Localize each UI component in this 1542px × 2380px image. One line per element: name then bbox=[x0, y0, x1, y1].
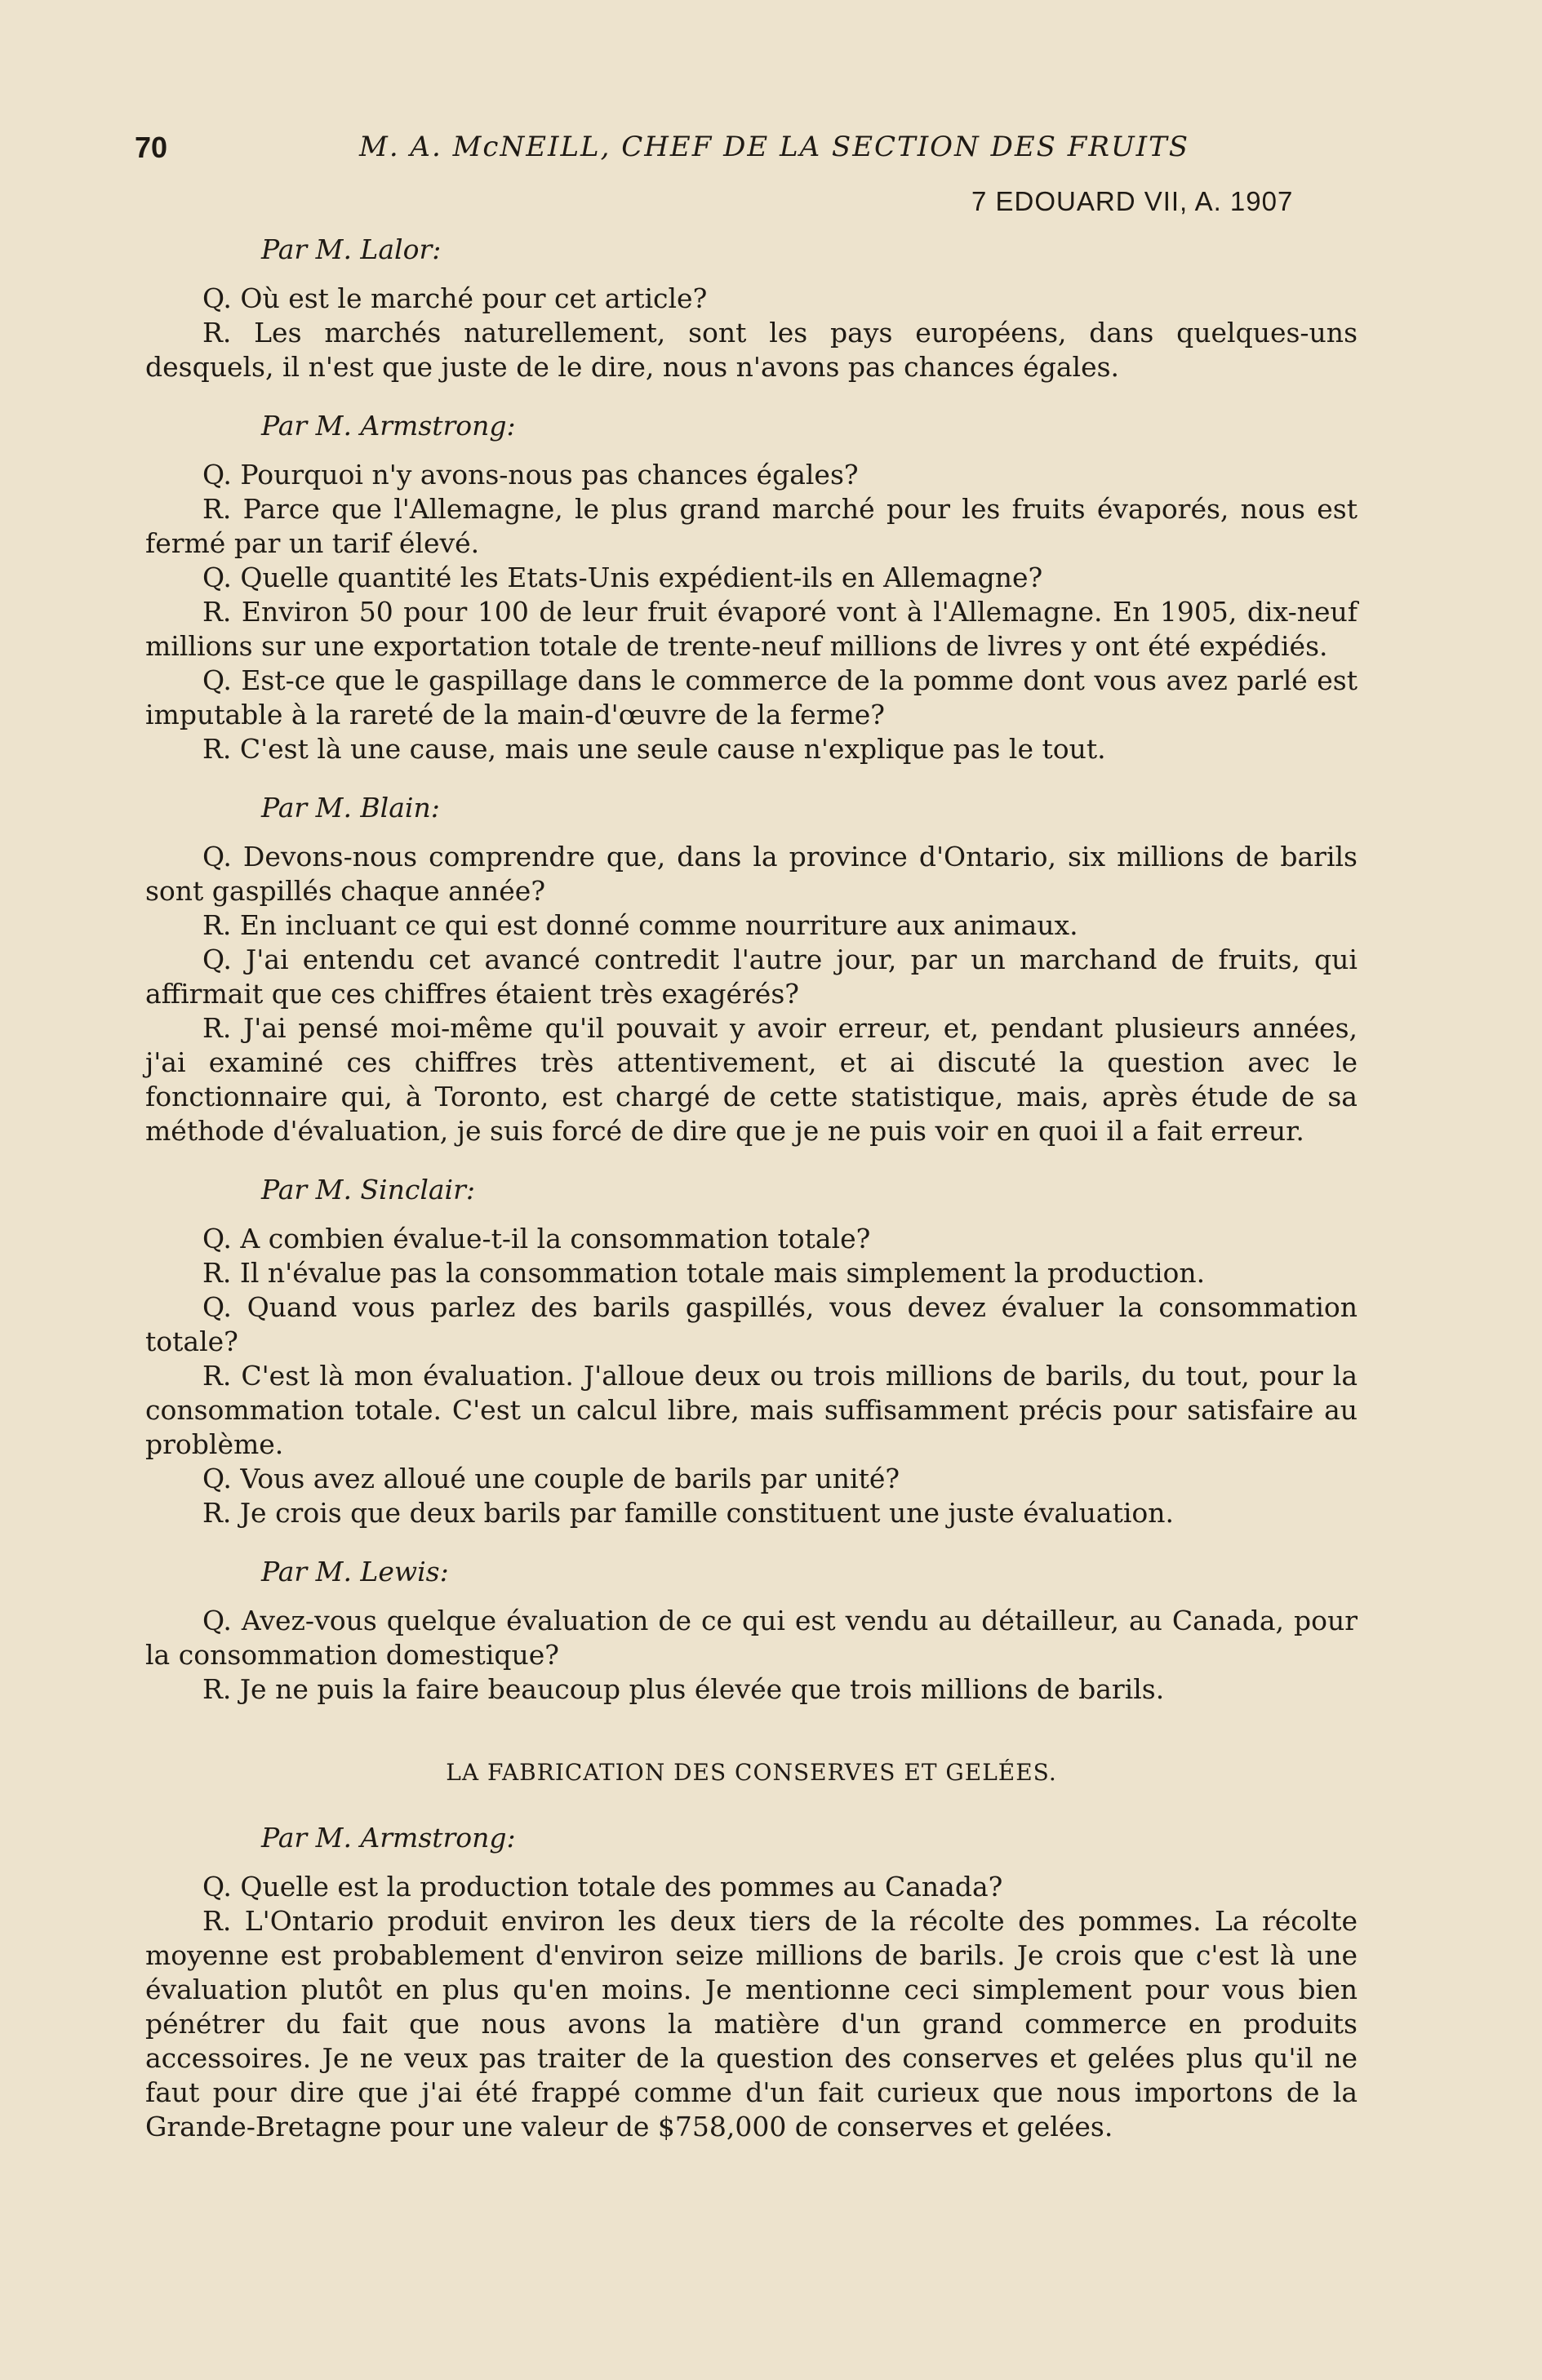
answer-paragraph: R. En incluant ce qui est donné comme nourriture aux animaux. bbox=[202, 909, 1078, 941]
answer-paragraph: R. Je ne puis la faire beaucoup plus élevée que trois millions de barils. bbox=[202, 1673, 1165, 1705]
answer-paragraph: R. C'est là une cause, mais une seule cause n'explique pas le tout. bbox=[202, 733, 1106, 765]
question-paragraph: Q. A combien évalue-t-il la consommation totale? bbox=[202, 1223, 871, 1254]
question-paragraph: Q. Où est le marché pour cet article? bbox=[202, 282, 708, 314]
question-paragraph: Q. Quelle est la production totale des pommes au Canada? bbox=[202, 1871, 1003, 1903]
speaker-heading: Par M. Blain: bbox=[261, 792, 440, 824]
question-paragraph: Q. Est-ce que le gaspillage dans le commerce de la pomme dont vous avez parlé est imputable à la rareté de la main-d'œuvre de la ferme? bbox=[145, 664, 1358, 730]
speaker-heading: Par M. Armstrong: bbox=[261, 410, 516, 442]
answer-paragraph: R. L'Ontario produit environ les deux tiers de la récolte des pommes. La récolte moyenne est probablement d'environ seize millions de barils. Je crois que c'est là une évaluation plutôt en plus qu'en moins. Je mentionne ceci simplement pour vous bien pénétrer du fait que nous avons la matière d'un grand commerce en produits accessoires. Je ne veux pas traiter de la question des conserves et gelées plus qu'il ne faut pour dire que j'ai été frappé comme d'un fait curieux que nous importons de la Grande-Bretagne pour une valeur de $758,000 de conserves et gelées. bbox=[145, 1905, 1358, 2142]
answer-paragraph: R. Parce que l'Allemagne, le plus grand marché pour les fruits évaporés, nous est fermé par un tarif élevé. bbox=[145, 493, 1358, 559]
document-body bbox=[145, 233, 1358, 2144]
question-paragraph: Q. Avez-vous quelque évaluation de ce qui est vendu au détailleur, au Canada, pour la consommation domestique? bbox=[145, 1605, 1358, 1671]
question-paragraph: Q. Pourquoi n'y avons-nous pas chances égales? bbox=[202, 459, 859, 491]
answer-paragraph: R. Environ 50 pour 100 de leur fruit évaporé vont à l'Allemagne. En 1905, dix-neuf millions sur une exportation totale de trente-neuf millions de livres y ont été expédiés. bbox=[145, 596, 1358, 662]
question-paragraph: Q. J'ai entendu cet avancé contredit l'autre jour, par un marchand de fruits, qui affirmait que ces chiffres étaient très exagérés? bbox=[145, 944, 1358, 1010]
page-number: 70 bbox=[135, 131, 168, 164]
question-paragraph: Q. Quelle quantité les Etats-Unis expédient-ils en Allemagne? bbox=[202, 562, 1043, 593]
answer-paragraph: R. Les marchés naturellement, sont les pays européens, dans quelques-uns desquels, il n'est que juste de le dire, nous n'avons pas chances égales. bbox=[145, 317, 1358, 383]
question-paragraph: Q. Quand vous parlez des barils gaspillés, vous devez évaluer la consommation totale? bbox=[145, 1291, 1358, 1357]
speaker-heading: Par M. Armstrong: bbox=[261, 1822, 516, 1854]
answer-paragraph: R. C'est là mon évaluation. J'alloue deux ou trois millions de barils, du tout, pour la consommation totale. C'est un calcul libre, mais suffisamment précis pour satisfaire au problème. bbox=[145, 1360, 1358, 1460]
section-title: LA FABRICATION DES CONSERVES ET GELÉES. bbox=[446, 1759, 1057, 1786]
running-title: M. A. McNEILL, CHEF DE LA SECTION DES FRUITS bbox=[359, 131, 1190, 163]
session-label: 7 EDOUARD VII, A. 1907 bbox=[971, 186, 1294, 216]
answer-paragraph: R. Il n'évalue pas la consommation totale mais simplement la production. bbox=[202, 1257, 1206, 1289]
answer-paragraph: R. J'ai pensé moi-même qu'il pouvait y avoir erreur, et, pendant plusieurs années, j'ai examiné ces chiffres très attentivement, et ai discuté la question avec le fonctionnaire qui, à Toronto, est chargé de cette statistique, mais, après étude de sa méthode d'évaluation, je suis forcé de dire que je ne puis voir en quoi il a fait erreur. bbox=[145, 1012, 1358, 1147]
speaker-heading: Par M. Sinclair: bbox=[261, 1174, 476, 1206]
speaker-heading: Par M. Lewis: bbox=[261, 1556, 449, 1587]
question-paragraph: Q. Vous avez alloué une couple de barils par unité? bbox=[202, 1463, 900, 1494]
speaker-heading: Par M. Lalor: bbox=[261, 233, 442, 265]
answer-paragraph: R. Je crois que deux barils par famille constituent une juste évaluation. bbox=[202, 1497, 1174, 1529]
question-paragraph: Q. Devons-nous comprendre que, dans la province d'Ontario, six millions de barils sont gaspillés chaque année? bbox=[145, 841, 1358, 907]
